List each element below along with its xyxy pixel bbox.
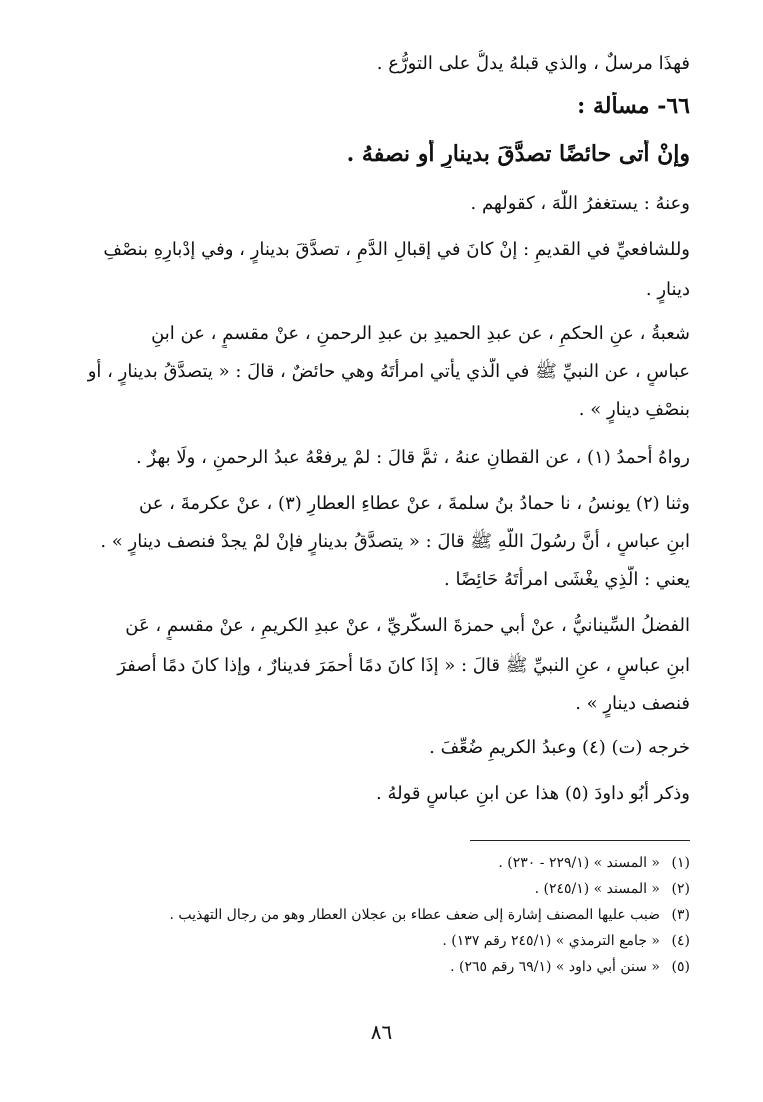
footnote-text: « سنن أبي داود » (٦٩/١ رقم ٢٦٥) . — [450, 959, 660, 975]
footnote — [78, 878, 690, 900]
footnote-number: (١) — [671, 855, 690, 871]
text-line: بنصْفِ دينارٍ » . — [578, 399, 690, 420]
page-body — [78, 0, 690, 1102]
footnote-number: (٥) — [671, 959, 690, 975]
section-heading: ٦٦- مسألة : — [577, 93, 690, 119]
text-line: يعني : الَّذِي يغْشَى امرأتَهُ حَائِضًا . — [444, 569, 690, 590]
footnote-text: ضبب عليها المصنف إشارة إلى ضعف عطاء بن عجلان العطار وهو من رجال التهذيب . — [169, 907, 660, 923]
page-number: ٨٦ — [370, 1020, 393, 1044]
text-line: خرجه (ت) (٤) وعبدُ الكريمِ ضُعِّفَ . — [429, 737, 690, 758]
text-line: فنصف دينارٍ » . — [575, 693, 690, 714]
text-line: الفضلُ السِّينانيُّ ، عنْ أبي حمزةَ السكَّريِّ ، عنْ عبدِ الكريمِ ، عنْ مقسمٍ ، عَن — [125, 615, 690, 636]
footnote-number: (٢) — [671, 881, 690, 897]
text-line: ابنِ عباسٍ ، أنَّ رسُولَ اللَّهِ ﷺ قالَ : « يتصدَّقُ بدينارٍ فإنْ لمْ يجدْ فنصف دينارٍ » . — [100, 531, 690, 552]
text-line: رواهُ أحمدُ (١) ، عن القطانِ عنهُ ، ثمَّ قالَ : لمْ يرفعْهُ عبدُ الرحمنِ ، ولَا بهزٌ . — [135, 447, 690, 468]
footnote-number: (٤) — [671, 933, 690, 949]
footnote — [78, 904, 690, 926]
text-line: شعبةُ ، عنِ الحكمِ ، عن عبدِ الحميدِ بن عبدِ الرحمنِ ، عنْ مقسمٍ ، عن ابنِ — [151, 323, 690, 344]
text-line: وذكر أبُو داودَ (٥) هذا عن ابنِ عباسٍ قولهُ . — [376, 783, 690, 804]
footnote-divider — [470, 840, 690, 841]
footnote — [78, 852, 690, 874]
text-line: وللشافعيِّ في القديمِ : إنْ كانَ في إقبالِ الدَّمِ ، تصدَّقَ بدينارٍ ، وفي إدْبارِهِ بنصْفِ — [103, 239, 690, 260]
text-line: دينارٍ . — [645, 279, 690, 300]
text-line: وثنا (٢) يونسُ ، نا حمادُ بنُ سلمةَ ، عنْ عطاءِ العطارِ (٣) ، عنْ عكرمةَ ، عن — [139, 493, 690, 514]
footnote — [78, 956, 690, 978]
issue-statement: وإنْ أتى حائضًا تصدَّقَ بدينارٍ أو نصفهُ . — [346, 141, 690, 167]
text-line: وعنهُ : يستغفرُ اللَّهَ ، كقولهم . — [470, 193, 690, 214]
footnote-number: (٣) — [671, 907, 690, 923]
footnote-text: « المسند » (٢٤٥/١) . — [534, 881, 660, 897]
text-line: فهذَا مرسلٌ ، والذي قبلهُ يدلُّ على التورُّع . — [376, 53, 690, 74]
footnote-text: « جامع الترمذي » (٢٤٥/١ رقم ١٣٧) . — [442, 933, 660, 949]
text-line: ابنِ عباسٍ ، عنِ النبيِّ ﷺ قالَ : « إذَا كانَ دمًا أحمَرَ فدينارٌ ، وإذا كانَ دمًا أصفرَ — [117, 655, 690, 676]
text-line: عباسٍ ، عن النبيِّ ﷺ في الَّذي يأتي امرأتَهُ وهي حائضٌ ، قالَ : « يتصدَّقُ بدينارٍ ، أو — [87, 361, 690, 382]
footnote-text: « المسند » (٢٢٩/١ - ٢٣٠) . — [498, 855, 660, 871]
footnote — [78, 930, 690, 952]
